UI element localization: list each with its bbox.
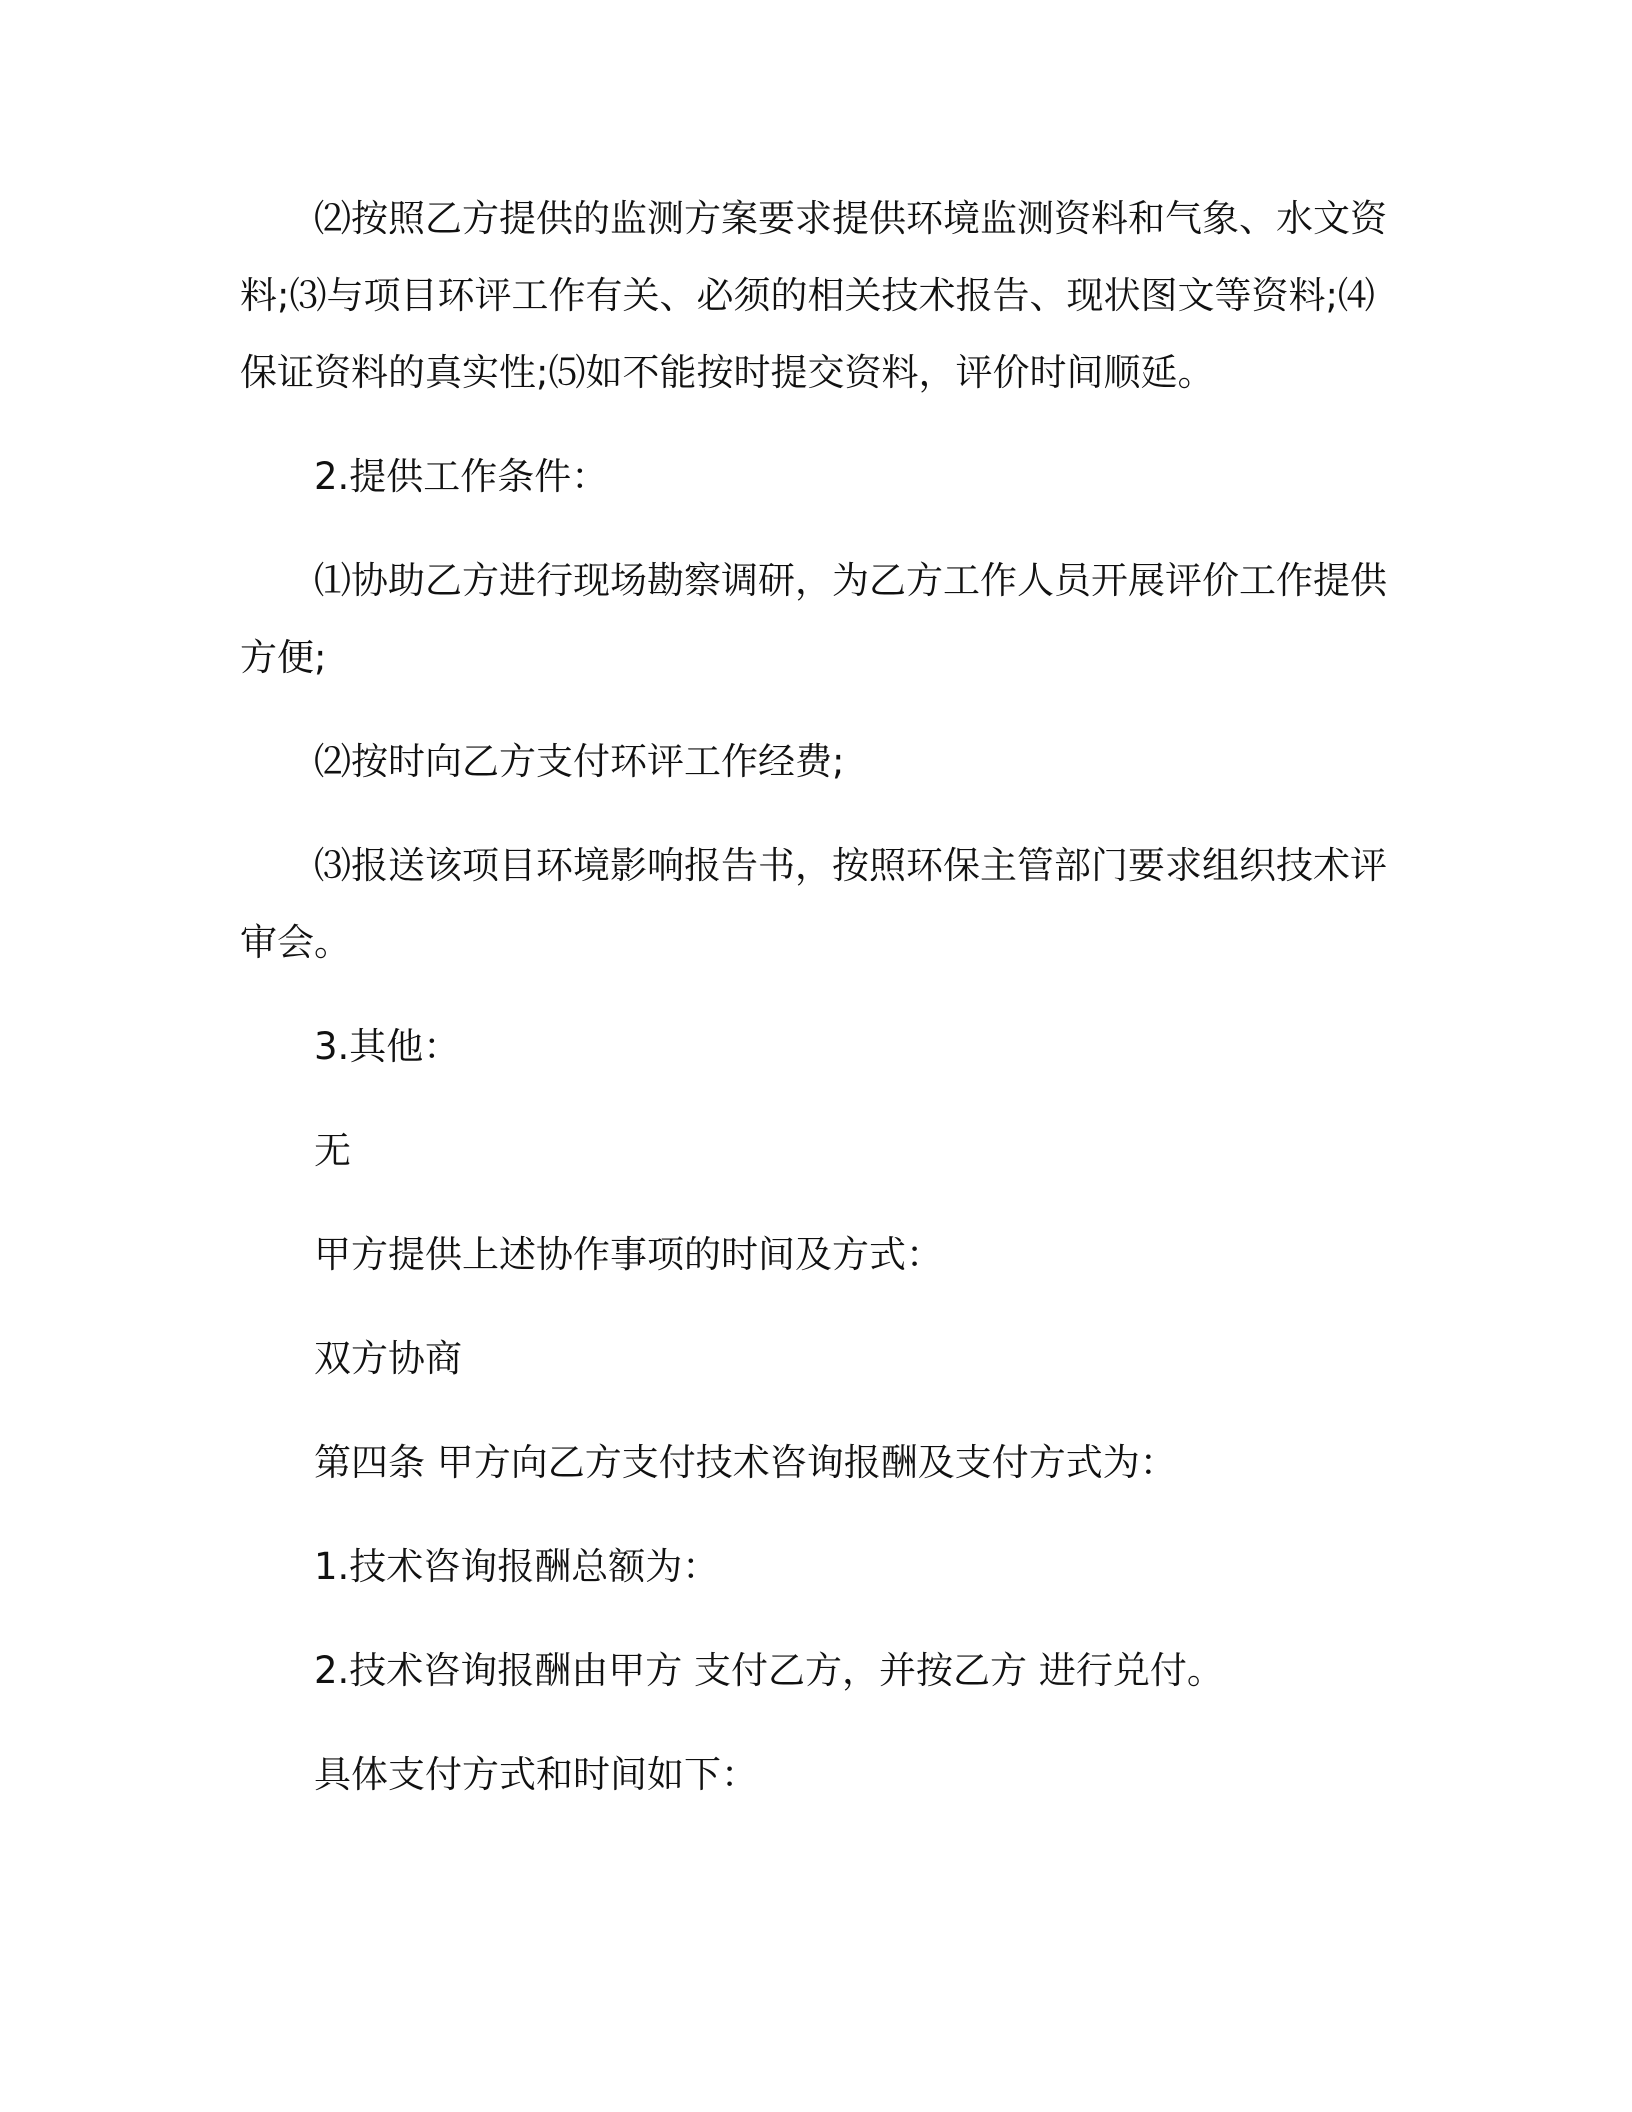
paragraph-total-fee: 1.技术咨询报酬总额为： (314, 1545, 720, 1588)
paragraph-payment-details: 具体支付方式和时间如下： (314, 1753, 758, 1796)
paragraph-none: 无 (314, 1129, 351, 1172)
paragraph-submit-report: ⑶报送该项目环境影响报告书，按照环保主管部门要求组织技术评审会。 (240, 844, 1387, 964)
paragraph-fee-payment: 2.技术咨询报酬由甲方 支付乙方，并按乙方 进行兑付。 (314, 1649, 1224, 1692)
paragraph-cooperation-time: 甲方提供上述协作事项的时间及方式： (314, 1233, 943, 1276)
article-four-heading: 第四条 甲方向乙方支付技术咨询报酬及支付方式为： (314, 1441, 1177, 1484)
paragraph-provide-materials: ⑵按照乙方提供的监测方案要求提供环境监测资料和气象、水文资料;⑶与项目环评工作有关、必须的相关技术报告、现状图文等资料;⑷保证资料的真实性;⑸如不能按时提交资料，评价时间顺延。 (240, 197, 1387, 394)
paragraph-pay-fees: ⑵按时向乙方支付环评工作经费; (314, 740, 845, 783)
paragraph-assist-survey: ⑴协助乙方进行现场勘察调研，为乙方工作人员开展评价工作提供方便; (240, 559, 1387, 679)
heading-work-conditions: 2.提供工作条件： (314, 455, 609, 498)
document-page (240, 180, 1400, 1840)
paragraph-mutual-negotiation: 双方协商 (314, 1337, 462, 1380)
heading-other: 3.其他： (314, 1025, 461, 1068)
